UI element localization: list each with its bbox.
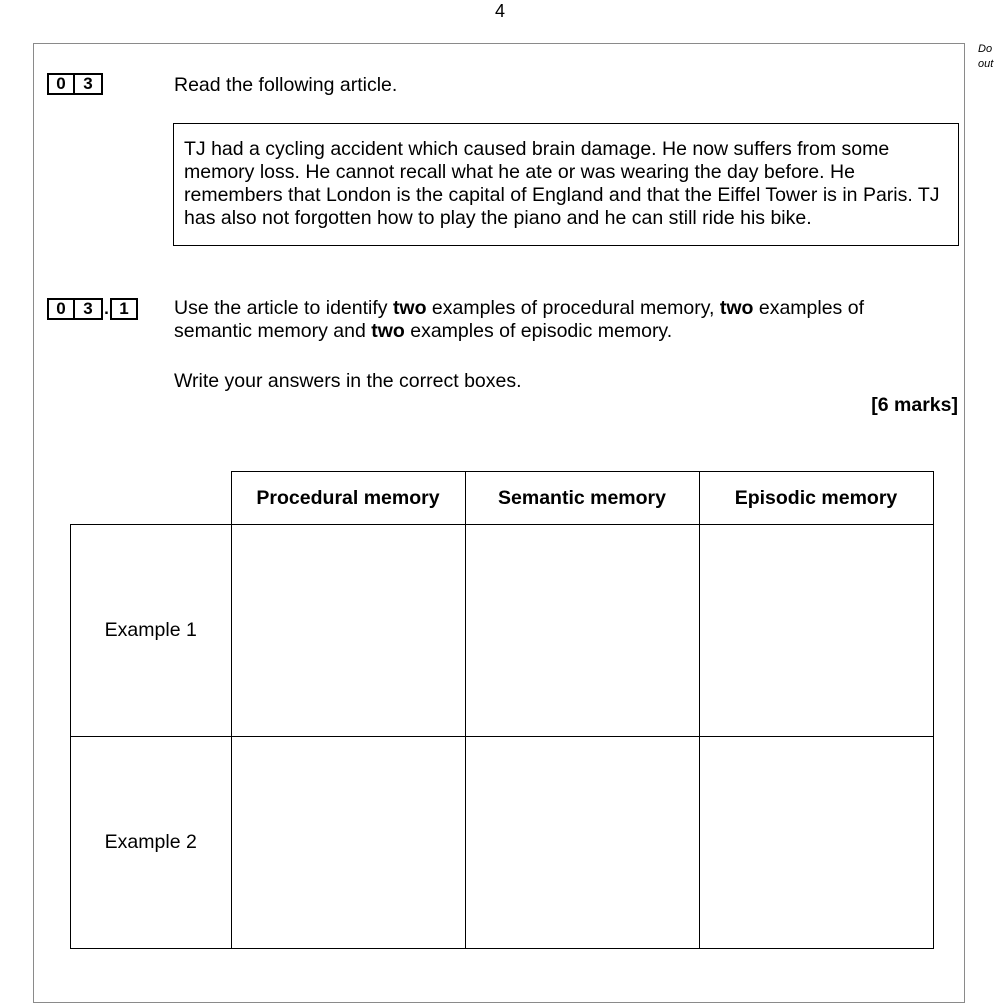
question-digit: 3 — [75, 73, 103, 95]
subquestion-number — [47, 298, 138, 320]
margin-note-line-2: out — [978, 58, 994, 70]
answer-table — [70, 471, 934, 949]
table-row — [71, 525, 934, 737]
prompt-emphasis: two — [392, 297, 427, 319]
table-row — [71, 737, 934, 949]
write-instruction: Write your answers in the correct boxes. — [174, 370, 522, 392]
prompt-emphasis: two — [371, 320, 405, 342]
page-number: 4 — [494, 1, 505, 21]
answer-cell-semantic-2[interactable] — [465, 737, 699, 949]
prompt-text: Use the article to identify — [174, 297, 393, 319]
prompt-emphasis: two — [719, 297, 754, 319]
prompt-text: examples of episodic memory. — [404, 320, 673, 342]
question-number — [47, 73, 103, 95]
margin-note-line-1: Do — [978, 43, 993, 55]
answer-cell-semantic-1[interactable] — [465, 525, 699, 737]
prompt-text: examples of procedural memory, — [426, 297, 720, 319]
margin-note — [978, 42, 1000, 72]
article-box: TJ had a cycling accident which caused brain damage. He now suffers from some memory loss. He cannot recall what he ate or was wearing the day before. He remembers that London is the capital of England and that the Eiffel Tower is in Paris. TJ has also not forgotten how to play the piano and he can still ride his bike. — [173, 123, 959, 246]
subquestion-prompt — [174, 297, 934, 343]
subquestion-digit: 0 — [47, 298, 75, 320]
marks-label: [6 marks] — [871, 394, 958, 416]
table-corner — [71, 472, 232, 525]
row-label-example-2: Example 2 — [71, 737, 232, 949]
header-semantic-memory: Semantic memory — [465, 472, 699, 525]
question-instruction: Read the following article. — [174, 74, 398, 96]
subquestion-digit: 3 — [75, 298, 103, 320]
header-procedural-memory: Procedural memory — [231, 472, 465, 525]
prompt-text: examples of semantic memory and — [174, 297, 864, 342]
answer-cell-procedural-2[interactable] — [231, 737, 465, 949]
answer-cell-procedural-1[interactable] — [231, 525, 465, 737]
subquestion-separator: . — [104, 299, 109, 318]
header-episodic-memory: Episodic memory — [699, 472, 933, 525]
question-digit: 0 — [47, 73, 75, 95]
row-label-example-1: Example 1 — [71, 525, 232, 737]
subquestion-part: 1 — [110, 298, 138, 320]
answer-cell-episodic-1[interactable] — [699, 525, 933, 737]
table-header-row — [71, 472, 934, 525]
answer-cell-episodic-2[interactable] — [699, 737, 933, 949]
